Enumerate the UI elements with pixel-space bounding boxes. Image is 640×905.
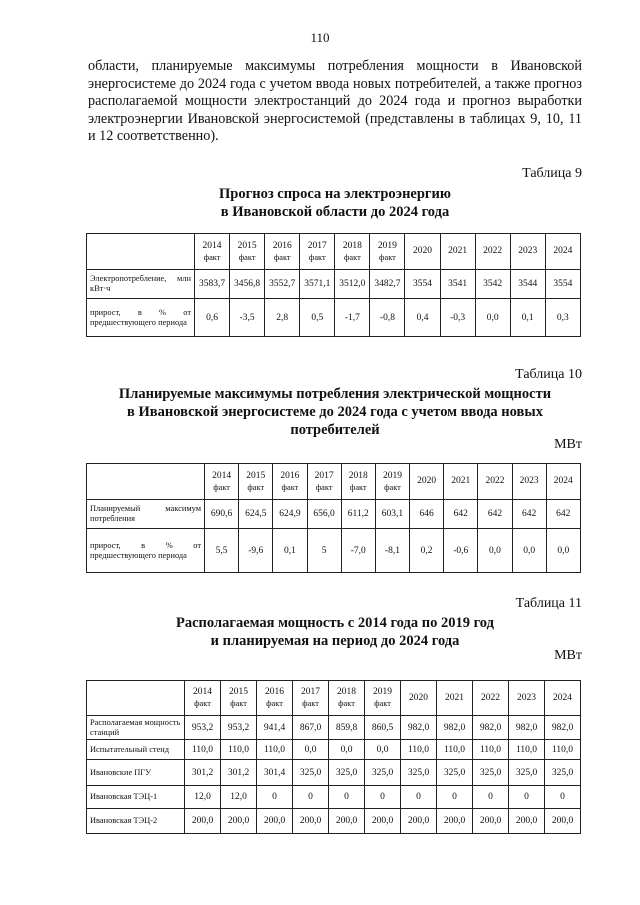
table-cell: 110,0	[257, 740, 293, 760]
fact-label: факт	[343, 252, 361, 262]
table-cell: 325,0	[437, 760, 473, 786]
year-label: 2019	[382, 470, 402, 481]
year-label: 2014	[193, 687, 212, 697]
year-header	[440, 234, 475, 270]
table-cell: 3456,8	[230, 270, 265, 299]
table-cell: 642	[512, 500, 546, 529]
table-header-row	[87, 234, 581, 270]
table-cell: 200,0	[509, 809, 545, 834]
year-header	[230, 234, 265, 270]
year-label: 2023	[517, 692, 536, 703]
table-cell: 860,5	[365, 716, 401, 740]
year-label: 2018	[337, 687, 356, 697]
table-cell: -0,6	[444, 529, 478, 573]
table-cell: 0,1	[273, 529, 307, 573]
year-header	[545, 681, 581, 716]
table-cell: 110,0	[545, 740, 581, 760]
table-cell: 0,0	[329, 740, 365, 760]
year-label: 2017	[307, 240, 327, 251]
table-cell: 0,0	[365, 740, 401, 760]
year-label: 2019	[377, 240, 397, 251]
fact-label: факт	[302, 699, 319, 708]
year-label: 2022	[483, 246, 503, 256]
table-11	[86, 680, 581, 834]
year-label: 2014	[212, 470, 232, 481]
table-10-title-line: в Ивановской энергосистеме до 2024 года с учетом ввода новых	[127, 404, 543, 420]
table-cell: 325,0	[293, 760, 329, 786]
table-header-row	[87, 681, 581, 716]
year-label: 2021	[451, 476, 471, 486]
table-row	[87, 529, 581, 573]
row-label: Планируемый максимум потребления	[87, 500, 205, 529]
table-cell: -7,0	[341, 529, 375, 573]
table-cell: 325,0	[473, 760, 509, 786]
table-cell: 0,5	[300, 299, 335, 337]
table-cell: 200,0	[473, 809, 509, 834]
table-cell: 859,8	[329, 716, 365, 740]
table-cell: 3554	[405, 270, 440, 299]
table-cell: 5,5	[205, 529, 239, 573]
year-label: 2016	[265, 687, 284, 697]
year-label: 2018	[342, 240, 362, 251]
year-label: 2015	[246, 470, 266, 481]
table-9-title	[80, 185, 590, 221]
year-label: 2020	[417, 476, 437, 486]
year-label: 2021	[448, 246, 468, 256]
table-cell: 200,0	[437, 809, 473, 834]
table-cell: 646	[410, 500, 444, 529]
table-cell: 611,2	[341, 500, 375, 529]
table-row	[87, 809, 581, 834]
table-cell: -9,6	[239, 529, 273, 573]
table-cell: 200,0	[401, 809, 437, 834]
table-cell: 0,0	[512, 529, 546, 573]
table-row	[87, 500, 581, 529]
table-cell: 12,0	[221, 786, 257, 809]
fact-label: факт	[203, 252, 221, 262]
table-cell: 953,2	[185, 716, 221, 740]
year-header	[405, 234, 440, 270]
table-cell: -1,7	[335, 299, 370, 337]
table-cell: 0	[257, 786, 293, 809]
table-cell: 642	[546, 500, 580, 529]
table-cell: 3512,0	[335, 270, 370, 299]
table-cell: 325,0	[365, 760, 401, 786]
year-header	[512, 464, 546, 500]
table-10-title-line: Планируемые максимумы потребления электрической мощности	[118, 386, 552, 402]
table-10-unit: МВт	[554, 437, 582, 452]
fact-label: факт	[213, 482, 230, 492]
table-cell: 953,2	[221, 716, 257, 740]
table-row	[87, 716, 581, 740]
fact-label: факт	[384, 482, 401, 492]
table-cell: 0,6	[195, 299, 230, 337]
row-label: Ивановские ПГУ	[87, 760, 185, 786]
fact-label: факт	[281, 482, 299, 492]
table-row	[87, 786, 581, 809]
year-label: 2024	[553, 476, 573, 486]
table-cell: 0	[437, 786, 473, 809]
table-cell: -8,1	[375, 529, 409, 573]
table-cell: 0	[365, 786, 401, 809]
year-label: 2024	[553, 246, 573, 256]
table-cell: 301,4	[257, 760, 293, 786]
row-label: Располагаемая мощность станций	[87, 716, 185, 740]
table-header-row	[87, 464, 581, 500]
table-cell: 0	[401, 786, 437, 809]
year-label: 2019	[373, 687, 392, 697]
table-cell: 3542	[475, 270, 510, 299]
fact-label: факт	[273, 252, 291, 262]
table-cell: 0	[329, 786, 365, 809]
table-cell: 110,0	[473, 740, 509, 760]
year-header	[221, 681, 257, 716]
year-header	[265, 234, 300, 270]
table-cell: 982,0	[437, 716, 473, 740]
fact-label: факт	[266, 699, 283, 708]
intro-paragraph: области, планируемые максимумы потребления мощности в Ивановской энергосистеме до 2024 года с учетом ввода новых потребителей, а также прогноз располагаемой мощности электростанций до 2024 года и прогноз выработки электроэнергии Ивановской энергосистемой (представлены в таблицах 9, 10, 11 и 12 соответственно).	[88, 58, 582, 145]
table-cell: 200,0	[365, 809, 401, 834]
year-header	[437, 681, 473, 716]
table-11-title-line: Располагаемая мощность с 2014 года по 2019 год	[176, 615, 494, 631]
table-cell: 690,6	[205, 500, 239, 529]
table-cell: 325,0	[329, 760, 365, 786]
year-label: 2018	[348, 470, 368, 481]
table-11-caption: Таблица 11	[515, 596, 582, 611]
year-header	[401, 681, 437, 716]
table-cell: 941,4	[257, 716, 293, 740]
table-cell: 0,1	[510, 299, 545, 337]
table-10-title	[80, 385, 590, 439]
table-9	[86, 233, 581, 337]
table-cell: 624,9	[273, 500, 307, 529]
year-label: 2017	[301, 687, 320, 697]
fact-label: факт	[194, 699, 211, 708]
table-cell: 200,0	[257, 809, 293, 834]
table-row	[87, 760, 581, 786]
year-header	[329, 681, 365, 716]
year-header	[273, 464, 307, 500]
table-cell: 982,0	[509, 716, 545, 740]
table-cell: 2,8	[265, 299, 300, 337]
table-cell: 200,0	[185, 809, 221, 834]
page-number: 110	[310, 30, 330, 45]
table-cell: 982,0	[545, 716, 581, 740]
year-label: 2016	[280, 470, 300, 481]
table-cell: 3544	[510, 270, 545, 299]
table-cell: 110,0	[437, 740, 473, 760]
year-header	[307, 464, 341, 500]
year-header	[300, 234, 335, 270]
table-cell: 3552,7	[265, 270, 300, 299]
table-cell: 867,0	[293, 716, 329, 740]
year-header	[545, 234, 580, 270]
table-cell: 642	[478, 500, 512, 529]
year-label: 2015	[229, 687, 248, 697]
table-cell: 110,0	[221, 740, 257, 760]
table-cell: 200,0	[329, 809, 365, 834]
fact-label: факт	[230, 699, 247, 708]
table-cell: 110,0	[401, 740, 437, 760]
year-label: 2020	[413, 246, 432, 256]
table-9-title-line: Прогноз спроса на электроэнергию	[219, 186, 451, 202]
year-label: 2020	[409, 692, 428, 703]
table-cell: 0,0	[475, 299, 510, 337]
table-cell: 3541	[440, 270, 475, 299]
table-9-caption: Таблица 9	[522, 166, 582, 181]
year-label: 2023	[518, 246, 538, 256]
year-header	[195, 234, 230, 270]
year-header	[239, 464, 273, 500]
fact-label: факт	[315, 482, 333, 492]
table-10-caption: Таблица 10	[515, 367, 582, 382]
table-cell: 200,0	[293, 809, 329, 834]
year-header	[473, 681, 509, 716]
table-cell: 301,2	[185, 760, 221, 786]
year-header	[365, 681, 401, 716]
year-label: 2014	[202, 240, 222, 251]
year-header	[257, 681, 293, 716]
table-11-unit: МВт	[554, 648, 582, 663]
table-cell: 603,1	[375, 500, 409, 529]
table-cell: 642	[444, 500, 478, 529]
year-header	[205, 464, 239, 500]
year-header	[370, 234, 405, 270]
table-cell: 0	[509, 786, 545, 809]
table-11-title-line: и планируемая на период до 2024 года	[210, 633, 460, 649]
year-header	[375, 464, 409, 500]
fact-label: факт	[338, 699, 355, 708]
table-cell: 3583,7	[195, 270, 230, 299]
table-cell: 200,0	[221, 809, 257, 834]
year-header	[335, 234, 370, 270]
table-cell: -0,3	[440, 299, 475, 337]
table-row	[87, 299, 581, 337]
table-cell: 110,0	[185, 740, 221, 760]
year-label: 2015	[237, 240, 257, 251]
table-cell: 12,0	[185, 786, 221, 809]
table-cell: 3482,7	[370, 270, 405, 299]
table-cell: 5	[307, 529, 341, 573]
table-9-title-line: в Ивановской области до 2024 года	[220, 204, 450, 220]
year-header	[444, 464, 478, 500]
table-cell: 0	[293, 786, 329, 809]
table-cell: 325,0	[509, 760, 545, 786]
row-label: Ивановская ТЭЦ-1	[87, 786, 185, 809]
year-header	[478, 464, 512, 500]
table-cell: 0	[545, 786, 581, 809]
year-header	[410, 464, 444, 500]
table-row	[87, 740, 581, 760]
table-cell: 0,4	[405, 299, 440, 337]
row-label: Ивановская ТЭЦ-2	[87, 809, 185, 834]
table-header-blank	[87, 464, 205, 500]
table-10	[86, 463, 581, 573]
row-label: Испытательный стенд	[87, 740, 185, 760]
table-cell: 0,2	[410, 529, 444, 573]
year-label: 2023	[519, 476, 539, 486]
table-cell: 0,3	[545, 299, 580, 337]
table-cell: 3554	[545, 270, 580, 299]
year-label: 2016	[272, 240, 292, 251]
fact-label: факт	[374, 699, 391, 708]
table-cell: -3,5	[230, 299, 265, 337]
table-row	[87, 270, 581, 299]
fact-label: факт	[308, 252, 326, 262]
table-11-title	[80, 614, 590, 650]
table-10-title-line: потребителей	[290, 422, 380, 438]
table-cell: 110,0	[509, 740, 545, 760]
table-cell: -0,8	[370, 299, 405, 337]
fact-label: факт	[349, 482, 367, 492]
year-header	[546, 464, 580, 500]
fact-label: факт	[247, 482, 265, 492]
year-label: 2022	[481, 692, 500, 703]
table-cell: 200,0	[545, 809, 581, 834]
table-cell: 325,0	[545, 760, 581, 786]
year-header	[475, 234, 510, 270]
table-header-blank	[87, 681, 185, 716]
year-header	[293, 681, 329, 716]
table-cell: 301,2	[221, 760, 257, 786]
fact-label: факт	[238, 252, 256, 262]
year-label: 2022	[485, 476, 505, 486]
year-label: 2021	[445, 692, 464, 703]
row-label: Электропотребление, млн кВт·ч	[87, 270, 195, 299]
table-cell: 624,5	[239, 500, 273, 529]
table-header-blank	[87, 234, 195, 270]
fact-label: факт	[379, 252, 396, 262]
row-label: прирост, в % от предшествующего периода	[87, 299, 195, 337]
year-label: 2024	[553, 692, 572, 703]
table-cell: 325,0	[401, 760, 437, 786]
year-label: 2017	[314, 470, 334, 481]
table-cell: 982,0	[401, 716, 437, 740]
table-cell: 0,0	[546, 529, 580, 573]
table-cell: 0,0	[293, 740, 329, 760]
table-cell: 656,0	[307, 500, 341, 529]
table-cell: 3571,1	[300, 270, 335, 299]
row-label: прирост, в % от предшествующего периода	[87, 529, 205, 573]
table-cell: 0,0	[478, 529, 512, 573]
year-header	[509, 681, 545, 716]
year-header	[341, 464, 375, 500]
year-header	[185, 681, 221, 716]
table-cell: 0	[473, 786, 509, 809]
table-cell: 982,0	[473, 716, 509, 740]
year-header	[510, 234, 545, 270]
